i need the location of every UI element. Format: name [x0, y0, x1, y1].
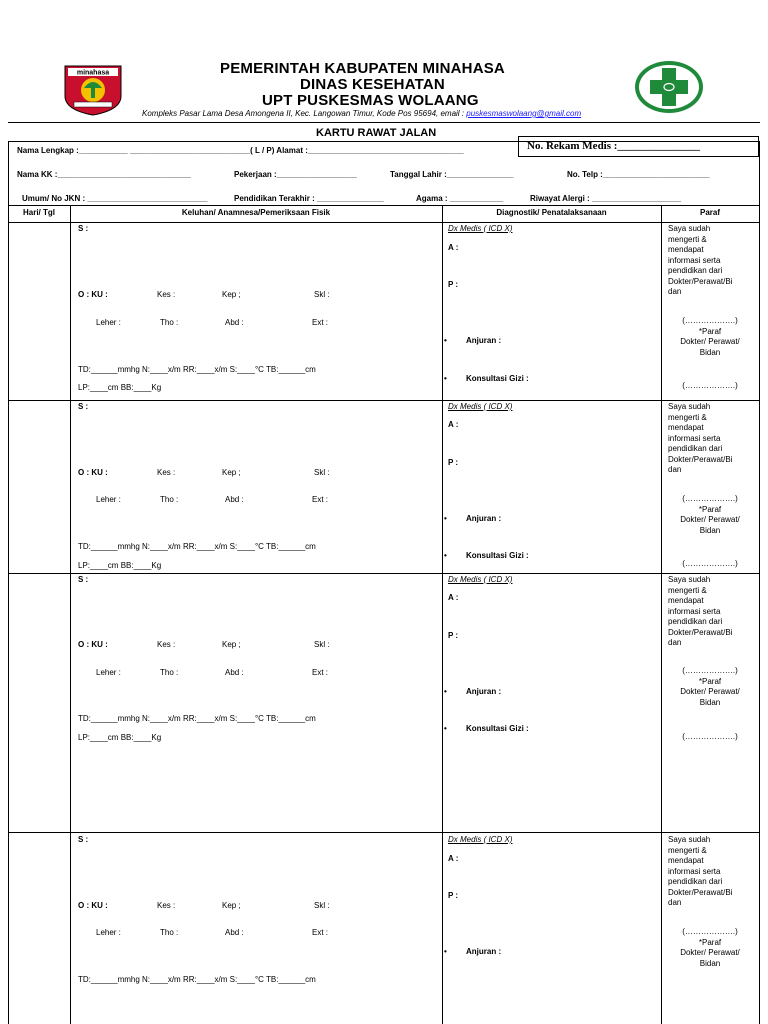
no-telp-field[interactable]: No. Telp :________________________ — [567, 170, 710, 179]
leher-label: Leher : — [96, 928, 121, 937]
o-ku-label: O : KU : — [78, 468, 108, 477]
header-hari-tgl: Hari/ Tgl — [22, 208, 55, 217]
tho-label: Tho : — [160, 928, 179, 937]
s-label: S : — [78, 402, 89, 411]
dx-medis-label: Dx Medis ( ICD X) — [448, 575, 513, 584]
skl-label: Skl : — [314, 468, 330, 477]
anjuran-label: Anjuran : — [466, 336, 502, 345]
bullet: • — [444, 514, 447, 523]
tho-label: Tho : — [160, 495, 179, 504]
signature-dots[interactable]: (……………….) — [682, 732, 738, 741]
anjuran-label: Anjuran : — [466, 947, 502, 956]
nama-kk-field[interactable]: Nama KK :______________________________ — [17, 170, 191, 179]
nama-lengkap-field[interactable]: Nama Lengkap :___________ ___________________________( L / P) Alamat :___________________________________ — [17, 146, 464, 155]
kep-label: Kep ; — [222, 640, 241, 649]
header-line-3: UPT PUSKESMAS WOLAANG — [262, 92, 479, 109]
konsultasi-gizi-label: Konsultasi Gizi : — [466, 724, 529, 733]
signature-block[interactable]: (……………….) *Paraf Dokter/ Perawat/ Bidan — [680, 927, 740, 968]
lp-bb-field[interactable]: LP:____cm BB:____Kg — [78, 733, 162, 742]
kes-label: Kes : — [157, 901, 176, 910]
abd-label: Abd : — [225, 668, 244, 677]
email-link[interactable]: puskesmaswolaang@gmail.com — [466, 109, 582, 118]
bullet: • — [444, 336, 447, 345]
kep-label: Kep ; — [222, 468, 241, 477]
vitals-field[interactable]: TD:______mmhg N:____x/m RR:____x/m S:____°C TB:______cm — [78, 714, 316, 723]
header-paraf: Paraf — [699, 208, 720, 217]
paraf-statement: Saya sudah mengerti & mendapat informasi serta pendidikan dari Dokter/Perawat/Bi dan — [668, 224, 733, 296]
s-label: S : — [78, 224, 89, 233]
p-label: P : — [448, 631, 459, 640]
p-label: P : — [448, 458, 459, 467]
bullet: • — [444, 374, 447, 383]
s-label: S : — [78, 835, 89, 844]
signature-block[interactable]: (……………….) *Paraf Dokter/ Perawat/ Bidan — [680, 316, 740, 357]
a-label: A : — [448, 243, 459, 252]
konsultasi-gizi-label: Konsultasi Gizi : — [466, 551, 529, 560]
pekerjaan-field[interactable]: Pekerjaan :__________________ — [234, 170, 357, 179]
dx-medis-label: Dx Medis ( ICD X) — [448, 402, 513, 411]
tanggal-lahir-field[interactable]: Tanggal Lahir :_______________ — [390, 170, 514, 179]
kep-label: Kep ; — [222, 901, 241, 910]
kes-label: Kes : — [157, 290, 176, 299]
tho-label: Tho : — [160, 318, 179, 327]
dx-medis-label: Dx Medis ( ICD X) — [448, 224, 513, 233]
agama-field[interactable]: Agama : ____________ — [416, 194, 504, 203]
bullet: • — [444, 724, 447, 733]
bullet: • — [444, 687, 447, 696]
rekam-medis-box[interactable] — [518, 136, 759, 157]
vitals-field[interactable]: TD:______mmhg N:____x/m RR:____x/m S:____°C TB:______cm — [78, 975, 316, 984]
konsultasi-gizi-label: Konsultasi Gizi : — [466, 374, 529, 383]
paraf-statement: Saya sudah mengerti & mendapat informasi serta pendidikan dari Dokter/Perawat/Bi dan — [668, 575, 733, 647]
kes-label: Kes : — [157, 468, 176, 477]
signature-dots[interactable]: (……………….) — [682, 559, 738, 568]
leher-label: Leher : — [96, 668, 121, 677]
signature-block[interactable]: (……………….) *Paraf Dokter/ Perawat/ Bidan — [680, 666, 740, 707]
signature-block[interactable]: (……………….) *Paraf Dokter/ Perawat/ Bidan — [680, 494, 740, 535]
header-line-1: PEMERINTAH KABUPATEN MINAHASA — [220, 60, 505, 77]
ext-label: Ext : — [312, 318, 329, 327]
ext-label: Ext : — [312, 495, 329, 504]
o-ku-label: O : KU : — [78, 290, 108, 299]
abd-label: Abd : — [225, 318, 244, 327]
s-label: S : — [78, 575, 89, 584]
rekam-medis-field: No. Rekam Medis :_______________ — [527, 140, 700, 152]
p-label: P : — [448, 891, 459, 900]
header-rule — [8, 122, 760, 123]
anjuran-label: Anjuran : — [466, 687, 502, 696]
tho-label: Tho : — [160, 668, 179, 677]
skl-label: Skl : — [314, 640, 330, 649]
vitals-field[interactable]: TD:______mmhg N:____x/m RR:____x/m S:____°C TB:______cm — [78, 542, 316, 551]
anjuran-label: Anjuran : — [466, 514, 502, 523]
paraf-statement: Saya sudah mengerti & mendapat informasi serta pendidikan dari Dokter/Perawat/Bi dan — [668, 835, 733, 907]
address-text: Kompleks Pasar Lama Desa Amongena II, Kec. Langowan Timur, Kode Pos 95694, email : — [142, 109, 467, 118]
header-keluhan: Keluhan/ Anamnesa/Pemeriksaan Fisik — [181, 208, 331, 217]
puskesmas-logo — [633, 60, 705, 114]
pendidikan-field[interactable]: Pendidikan Terakhir : _______________ — [234, 194, 384, 203]
logo-text: minahasa — [76, 69, 110, 77]
kes-label: Kes : — [157, 640, 176, 649]
ext-label: Ext : — [312, 928, 329, 937]
a-label: A : — [448, 420, 459, 429]
leher-label: Leher : — [96, 495, 121, 504]
paraf-statement: Saya sudah mengerti & mendapat informasi serta pendidikan dari Dokter/Perawat/Bi dan — [668, 402, 733, 474]
vitals-field[interactable]: TD:______mmhg N:____x/m RR:____x/m S:____°C TB:______cm — [78, 365, 316, 374]
p-label: P : — [448, 280, 459, 289]
minahasa-logo — [62, 58, 124, 116]
header-line-2: DINAS KESEHATAN — [300, 76, 445, 93]
kep-label: Kep ; — [222, 290, 241, 299]
o-ku-label: O : KU : — [78, 640, 108, 649]
form-title: KARTU RAWAT JALAN — [316, 127, 437, 139]
skl-label: Skl : — [314, 901, 330, 910]
lp-bb-field[interactable]: LP:____cm BB:____Kg — [78, 383, 162, 392]
abd-label: Abd : — [225, 495, 244, 504]
umum-jkn-field[interactable]: Umum/ No JKN : ___________________________ — [22, 194, 208, 203]
bullet: • — [444, 551, 447, 560]
riwayat-alergi-field[interactable]: Riwayat Alergi : ____________________ — [530, 194, 681, 203]
dx-medis-label: Dx Medis ( ICD X) — [448, 835, 513, 844]
abd-label: Abd : — [225, 928, 244, 937]
address — [142, 109, 581, 118]
a-label: A : — [448, 854, 459, 863]
bullet: • — [444, 947, 447, 956]
leher-label: Leher : — [96, 318, 121, 327]
header-diagnostik: Diagnostik/ Penatalaksanaan — [496, 208, 607, 217]
o-ku-label: O : KU : — [78, 901, 108, 910]
signature-dots[interactable]: (……………….) — [682, 381, 738, 390]
skl-label: Skl : — [314, 290, 330, 299]
ext-label: Ext : — [312, 668, 329, 677]
a-label: A : — [448, 593, 459, 602]
lp-bb-field[interactable]: LP:____cm BB:____Kg — [78, 561, 162, 570]
